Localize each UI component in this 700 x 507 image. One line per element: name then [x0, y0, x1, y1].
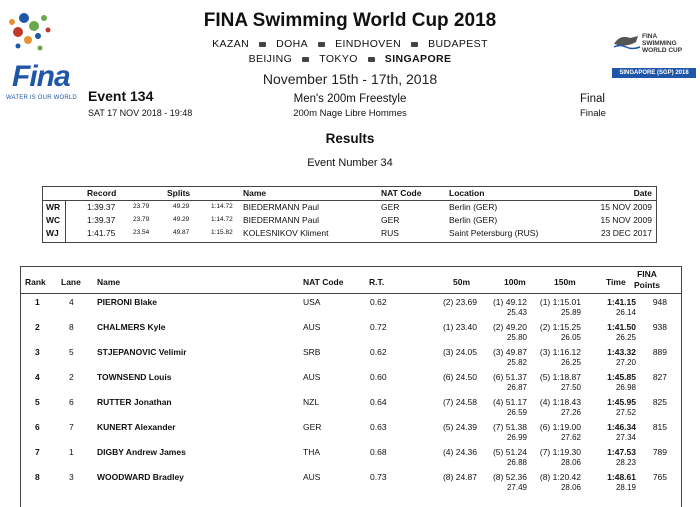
rec-col-record: Record: [87, 188, 117, 198]
split-150m: (3) 1:16.12: [539, 347, 581, 357]
rec-split2: 49.87: [173, 229, 190, 236]
split-150m: (8) 1:20.42: [539, 472, 581, 482]
record-row: [43, 228, 656, 240]
event-title: Men's 200m Freestyle: [293, 93, 407, 105]
result-row: [21, 397, 681, 421]
split-150m: (7) 1:19.30: [539, 447, 581, 457]
split-100m: (4) 51.17: [492, 397, 527, 407]
reaction-time: 0.60: [370, 372, 387, 382]
nat-code: GER: [303, 422, 322, 432]
col-fina: FINA: [637, 269, 657, 279]
rec-nat: GER: [381, 215, 400, 225]
nat-code: AUS: [303, 472, 321, 482]
final-time: 1:46.34: [607, 422, 636, 432]
world-cup-name: [642, 33, 682, 54]
cities-row-1: [0, 38, 700, 50]
nat-code: THA: [303, 447, 320, 457]
split-100m: (1) 49.12: [492, 297, 527, 307]
rec-date: 15 NOV 2009: [600, 202, 652, 212]
rec-time: 1:39.37: [87, 215, 116, 225]
split-100m: (7) 51.38: [492, 422, 527, 432]
lane: 8: [69, 322, 74, 332]
col-150m: 150m: [554, 277, 576, 287]
split-50m: (3) 24.05: [442, 347, 477, 357]
split-50m: (5) 24.39: [442, 422, 477, 432]
rec-col-nat: NAT Code: [381, 188, 422, 198]
city-tokyo: TOKYO: [319, 53, 358, 65]
final-lap: 28.23: [615, 458, 636, 467]
separator-icon: [259, 42, 266, 47]
split-50m: (4) 24.36: [442, 447, 477, 457]
fina-points: 825: [652, 397, 667, 407]
rec-type: WC: [46, 215, 61, 225]
split-50m: (1) 23.40: [442, 322, 477, 332]
final-lap: 26.25: [615, 333, 636, 342]
split-100m-lap: 25.43: [506, 308, 527, 317]
result-row: [21, 347, 681, 371]
nat-code: USA: [303, 297, 321, 307]
rec-split1: 23.79: [133, 203, 150, 210]
city-beijing: BEIJING: [248, 53, 293, 65]
fina-points: 815: [652, 422, 667, 432]
rec-split3: 1:15.82: [211, 229, 233, 236]
nat-code: AUS: [303, 372, 321, 382]
reaction-time: 0.68: [370, 447, 387, 457]
split-100m: (8) 52.36: [492, 472, 527, 482]
split-100m: (3) 49.87: [492, 347, 527, 357]
split-150m-lap: 26.25: [560, 358, 581, 367]
split-150m-lap: 25.89: [560, 308, 581, 317]
split-50m: (6) 24.50: [442, 372, 477, 382]
split-150m-lap: 28.06: [560, 483, 581, 492]
fina-tagline: WATER IS OUR WORLD: [6, 95, 77, 101]
event-subtitle: 200m Nage Libre Hommes: [293, 108, 407, 119]
rank: 4: [35, 372, 40, 382]
page-title: FINA Swimming World Cup 2018: [203, 10, 497, 31]
col-rt: R.T.: [369, 277, 385, 287]
result-row: [21, 447, 681, 471]
separator-icon: [368, 57, 375, 62]
final-time: 1:48.61: [607, 472, 636, 482]
wc-line1: FINA: [642, 33, 658, 40]
wc-line2: SWIMMING: [642, 40, 677, 47]
col-name: Name: [97, 277, 121, 287]
col-50m: 50m: [453, 277, 471, 287]
rec-split3: 1:14.72: [211, 203, 233, 210]
split-100m-lap: 26.87: [506, 383, 527, 392]
split-100m-lap: 26.99: [506, 433, 527, 442]
event-number-label: Event Number 34: [307, 157, 393, 169]
final-lap: 28.19: [615, 483, 636, 492]
results-header: [21, 267, 681, 294]
swimmer-icon: [612, 32, 642, 52]
final-lap: 27.20: [615, 358, 636, 367]
fina-points: 789: [652, 447, 667, 457]
rec-col-location: Location: [449, 188, 485, 198]
final-time: 1:45.85: [607, 372, 636, 382]
lane: 1: [69, 447, 74, 457]
swimmer-name: KUNERT Alexander: [97, 422, 176, 432]
record-row: [43, 202, 656, 214]
event-dates: November 15th - 17th, 2018: [262, 71, 438, 87]
rec-split3: 1:14.72: [211, 216, 233, 223]
nat-code: SRB: [303, 347, 321, 357]
split-150m-lap: 28.06: [560, 458, 581, 467]
split-100m-lap: 26.88: [506, 458, 527, 467]
reaction-time: 0.73: [370, 472, 387, 482]
col-lane: Lane: [61, 277, 81, 287]
rec-col-splits: Splits: [167, 188, 191, 198]
city-singapore: SINGAPORE: [384, 53, 452, 65]
separator-icon: [302, 57, 309, 62]
split-150m: (1) 1:15.01: [539, 297, 581, 307]
lane: 2: [69, 372, 74, 382]
split-150m: (5) 1:18.87: [539, 372, 581, 382]
col-time: Time: [606, 277, 626, 287]
rec-name: BIEDERMANN Paul: [243, 215, 320, 225]
rec-date: 23 DEC 2017: [600, 228, 652, 238]
lane: 7: [69, 422, 74, 432]
split-150m: (4) 1:18.43: [539, 397, 581, 407]
event-stage: Final: [580, 93, 605, 105]
col-100m: 100m: [504, 277, 526, 287]
world-cup-badge: SINGAPORE (SGP) 2018: [612, 68, 696, 78]
rec-type: WJ: [46, 228, 59, 238]
col-points: Points: [634, 280, 660, 290]
fina-points: 827: [652, 372, 667, 382]
col-rank: Rank: [25, 277, 46, 287]
lane: 5: [69, 347, 74, 357]
reaction-time: 0.62: [370, 297, 387, 307]
final-lap: 26.14: [615, 308, 636, 317]
rec-split1: 23.79: [133, 216, 150, 223]
result-row: [21, 322, 681, 346]
record-row: [43, 215, 656, 227]
results-heading: Results: [325, 131, 375, 146]
split-150m: (6) 1:19.00: [539, 422, 581, 432]
rec-col-date: Date: [633, 188, 652, 198]
reaction-time: 0.63: [370, 422, 387, 432]
swimmer-name: STJEPANOVIC Velimir: [97, 347, 187, 357]
city-eindhoven: EINDHOVEN: [335, 38, 402, 50]
separator-icon: [411, 42, 418, 47]
fina-points: 889: [652, 347, 667, 357]
rec-name: BIEDERMANN Paul: [243, 202, 320, 212]
cities-row-2: [0, 53, 700, 65]
swimmer-name: DIGBY Andrew James: [97, 447, 186, 457]
rec-split1: 23.54: [133, 229, 150, 236]
lane: 4: [69, 297, 74, 307]
rec-split2: 49.29: [173, 203, 190, 210]
split-150m-lap: 27.26: [560, 408, 581, 417]
split-100m: (6) 51.37: [492, 372, 527, 382]
results-table: [20, 266, 682, 507]
rec-name: KOLESNIKOV Kliment: [243, 228, 329, 238]
reaction-time: 0.62: [370, 347, 387, 357]
split-50m: (2) 23.69: [442, 297, 477, 307]
split-100m-lap: 25.82: [506, 358, 527, 367]
swimmer-name: RUTTER Jonathan: [97, 397, 172, 407]
lane: 3: [69, 472, 74, 482]
rec-location: Saint Petersburg (RUS): [449, 228, 539, 238]
final-time: 1:47.53: [607, 447, 636, 457]
result-row: [21, 372, 681, 396]
final-time: 1:41.50: [607, 322, 636, 332]
rec-nat: RUS: [381, 228, 399, 238]
wc-line3: WORLD CUP: [642, 47, 683, 54]
reaction-time: 0.64: [370, 397, 387, 407]
city-kazan: KAZAN: [212, 38, 250, 50]
nat-code: NZL: [303, 397, 320, 407]
rec-time: 1:39.37: [87, 202, 116, 212]
result-row: [21, 422, 681, 446]
col-nat: NAT Code: [303, 277, 344, 287]
swimmer-name: PIERONI Blake: [97, 297, 157, 307]
fina-points: 938: [652, 322, 667, 332]
rec-location: Berlin (GER): [449, 215, 498, 225]
city-doha: DOHA: [276, 38, 309, 50]
split-150m: (2) 1:15.25: [539, 322, 581, 332]
nat-code: AUS: [303, 322, 321, 332]
split-50m: (7) 24.58: [442, 397, 477, 407]
reaction-time: 0.72: [370, 322, 387, 332]
final-time: 1:43.32: [607, 347, 636, 357]
rank: 3: [35, 347, 40, 357]
rank: 2: [35, 322, 40, 332]
rank: 5: [35, 397, 40, 407]
rank: 6: [35, 422, 40, 432]
lane: 6: [69, 397, 74, 407]
split-100m: (2) 49.20: [492, 322, 527, 332]
event-stage-sub: Finale: [580, 108, 606, 119]
fina-points: 765: [652, 472, 667, 482]
world-cup-logo: [612, 28, 696, 82]
swimmer-name: TOWNSEND Louis: [97, 372, 172, 382]
rec-date: 15 NOV 2009: [600, 215, 652, 225]
rec-nat: GER: [381, 202, 400, 212]
event-datetime: SAT 17 NOV 2018 - 19:48: [88, 108, 193, 118]
split-150m-lap: 26.05: [560, 333, 581, 342]
swimmer-name: WOODWARD Bradley: [97, 472, 184, 482]
rec-split2: 49.29: [173, 216, 190, 223]
rec-col-name: Name: [243, 188, 267, 198]
rank: 8: [35, 472, 40, 482]
final-time: 1:41.15: [607, 297, 636, 307]
final-lap: 26.98: [615, 383, 636, 392]
split-150m-lap: 27.50: [560, 383, 581, 392]
city-budapest: BUDAPEST: [428, 38, 488, 50]
split-50m: (8) 24.87: [442, 472, 477, 482]
fina-logo-word: Fina: [12, 60, 70, 93]
final-lap: 27.34: [615, 433, 636, 442]
split-100m-lap: 25.80: [506, 333, 527, 342]
records-table: [42, 186, 657, 243]
rank: 7: [35, 447, 40, 457]
swimmer-name: CHALMERS Kyle: [97, 322, 166, 332]
split-150m-lap: 27.62: [560, 433, 581, 442]
rec-time: 1:41.75: [87, 228, 116, 238]
result-row: [21, 297, 681, 321]
rank: 1: [35, 297, 40, 307]
split-100m-lap: 27.49: [506, 483, 527, 492]
event-number: Event 134: [88, 88, 154, 104]
final-lap: 27.52: [615, 408, 636, 417]
result-row: [21, 472, 681, 496]
split-100m-lap: 26.59: [506, 408, 527, 417]
split-100m: (5) 51.24: [492, 447, 527, 457]
final-time: 1:45.95: [607, 397, 636, 407]
separator-icon: [318, 42, 325, 47]
records-header: [43, 188, 656, 200]
rec-location: Berlin (GER): [449, 202, 498, 212]
fina-points: 948: [652, 297, 667, 307]
rec-type: WR: [46, 202, 61, 212]
